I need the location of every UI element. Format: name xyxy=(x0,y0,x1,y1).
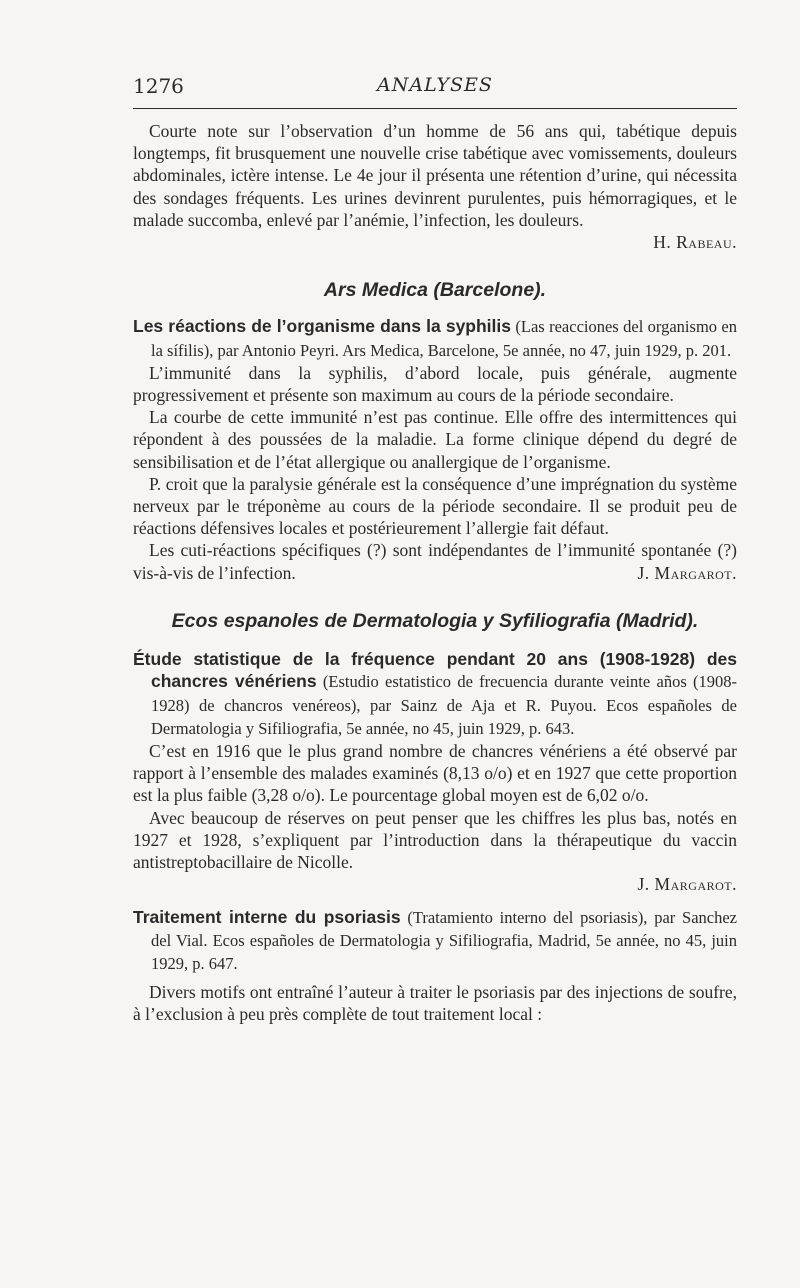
article-heading-psoriasis xyxy=(133,906,737,976)
article-paragraph: Avec beaucoup de réserves on peut penser que les chiffres les plus bas, notés en 1927 et 1928, s’expliquent par l’introduction dans la thérapeutique du vaccin antistreptobacillaire de Nicolle. xyxy=(133,807,737,873)
intro-signature: H. Rabeau. xyxy=(653,232,737,253)
article-reference: (Tratamiento interno del psoriasis), par Sanchez del Vial. Ecos españoles de Dermatologia y Sifiliografia, Madrid, 5e année, no 45, juin 1929, p. 647. xyxy=(151,907,737,973)
header-rule xyxy=(133,108,737,109)
article-paragraph: Divers motifs ont entraîné l’auteur à traiter le psoriasis par des injections de soufre, à l’exclusion à peu près complète de tout traitement local : xyxy=(133,982,737,1025)
page-body xyxy=(133,120,737,1026)
article-title: Étude statistique de la fréquence pendant 20 ans (1908-1928) des chancres vénériens xyxy=(133,649,737,692)
page-header xyxy=(133,74,737,98)
article-paragraph: C’est en 1916 que le plus grand nombre de chancres vénériens a été observé par rapport à l’ensemble des malades examinés (8,13 o/o) et en 1927 que cette proportion est la plus faible (3,28 o/o). Le pourcentage global moyen est de 6,02 o/o. xyxy=(133,741,737,806)
intro-paragraph: Courte note sur l’observation d’un homme de 56 ans qui, tabétique depuis longtemps, fit brusquement une nouvelle crise tabétique avec vomissements, douleurs abdominales, ictère intense. Le 4e jour il présenta une rétention d’urine, qui nécessita des sondages fréquents. Les urines devinrent purulentes, puis hémorragiques, et le malade succomba, enlevé par l’anémie, l’infection, les douleurs. xyxy=(133,121,737,230)
section-title-ars-medica: Ars Medica (Barcelone). xyxy=(323,279,547,302)
article-heading-chancres xyxy=(133,648,737,740)
article-signature: J. Margarot. xyxy=(637,874,737,895)
article-paragraph: La courbe de cette immunité n’est pas continue. Elle offre des intermittences qui répondent à des poussées de la maladie. La forme clinique dépend du degré de sensibilisation et de l’état allergique ou anallergique de l’organisme. xyxy=(133,407,737,472)
article-paragraph: P. croit que la paralysie générale est la conséquence d’une imprégnation du système nerveux par le tréponème au cours de la période secondaire. Il se produit peu de réactions défensives locales et postérieurement l’allergie fait défaut. xyxy=(133,473,737,539)
article-reference: (Estudio estatistico de frecuencia durante veinte años (1908-1928) de chancros venéreos), par Sainz de Aja et R. Puyou. Ecos españoles de Dermatologia y Sifiliografia, 5e année, no 45, juin 1929, p. 643. xyxy=(151,672,738,738)
article-signature: J. Margarot. xyxy=(637,562,737,583)
article-reference: (Las reacciones del organismo en la sífilis), par Antonio Peyri. Ars Medica, Barcelone, 5e année, no 47, juin 1929, p. 201. xyxy=(151,317,737,360)
article-heading-syphilis xyxy=(133,315,737,361)
article-paragraph: Les cuti-réactions spécifiques (?) sont indépendantes de l’immunité spontanée (?) vis-à-vis de l’infection. xyxy=(133,540,737,583)
section-title-ecos-espanoles: Ecos espanoles de Dermatologia y Syfiliografia (Madrid). xyxy=(171,610,699,633)
article-paragraph: L’immunité dans la syphilis, d’abord locale, puis générale, augmente progressivement et présente son maximum au cours de la période secondaire. xyxy=(133,362,737,406)
article-title: Les réactions de l’organisme dans la syphilis xyxy=(133,316,511,337)
running-title: ANALYSES xyxy=(377,74,493,96)
article-title: Traitement interne du psoriasis xyxy=(133,906,401,927)
page-number: 1276 xyxy=(133,74,184,98)
